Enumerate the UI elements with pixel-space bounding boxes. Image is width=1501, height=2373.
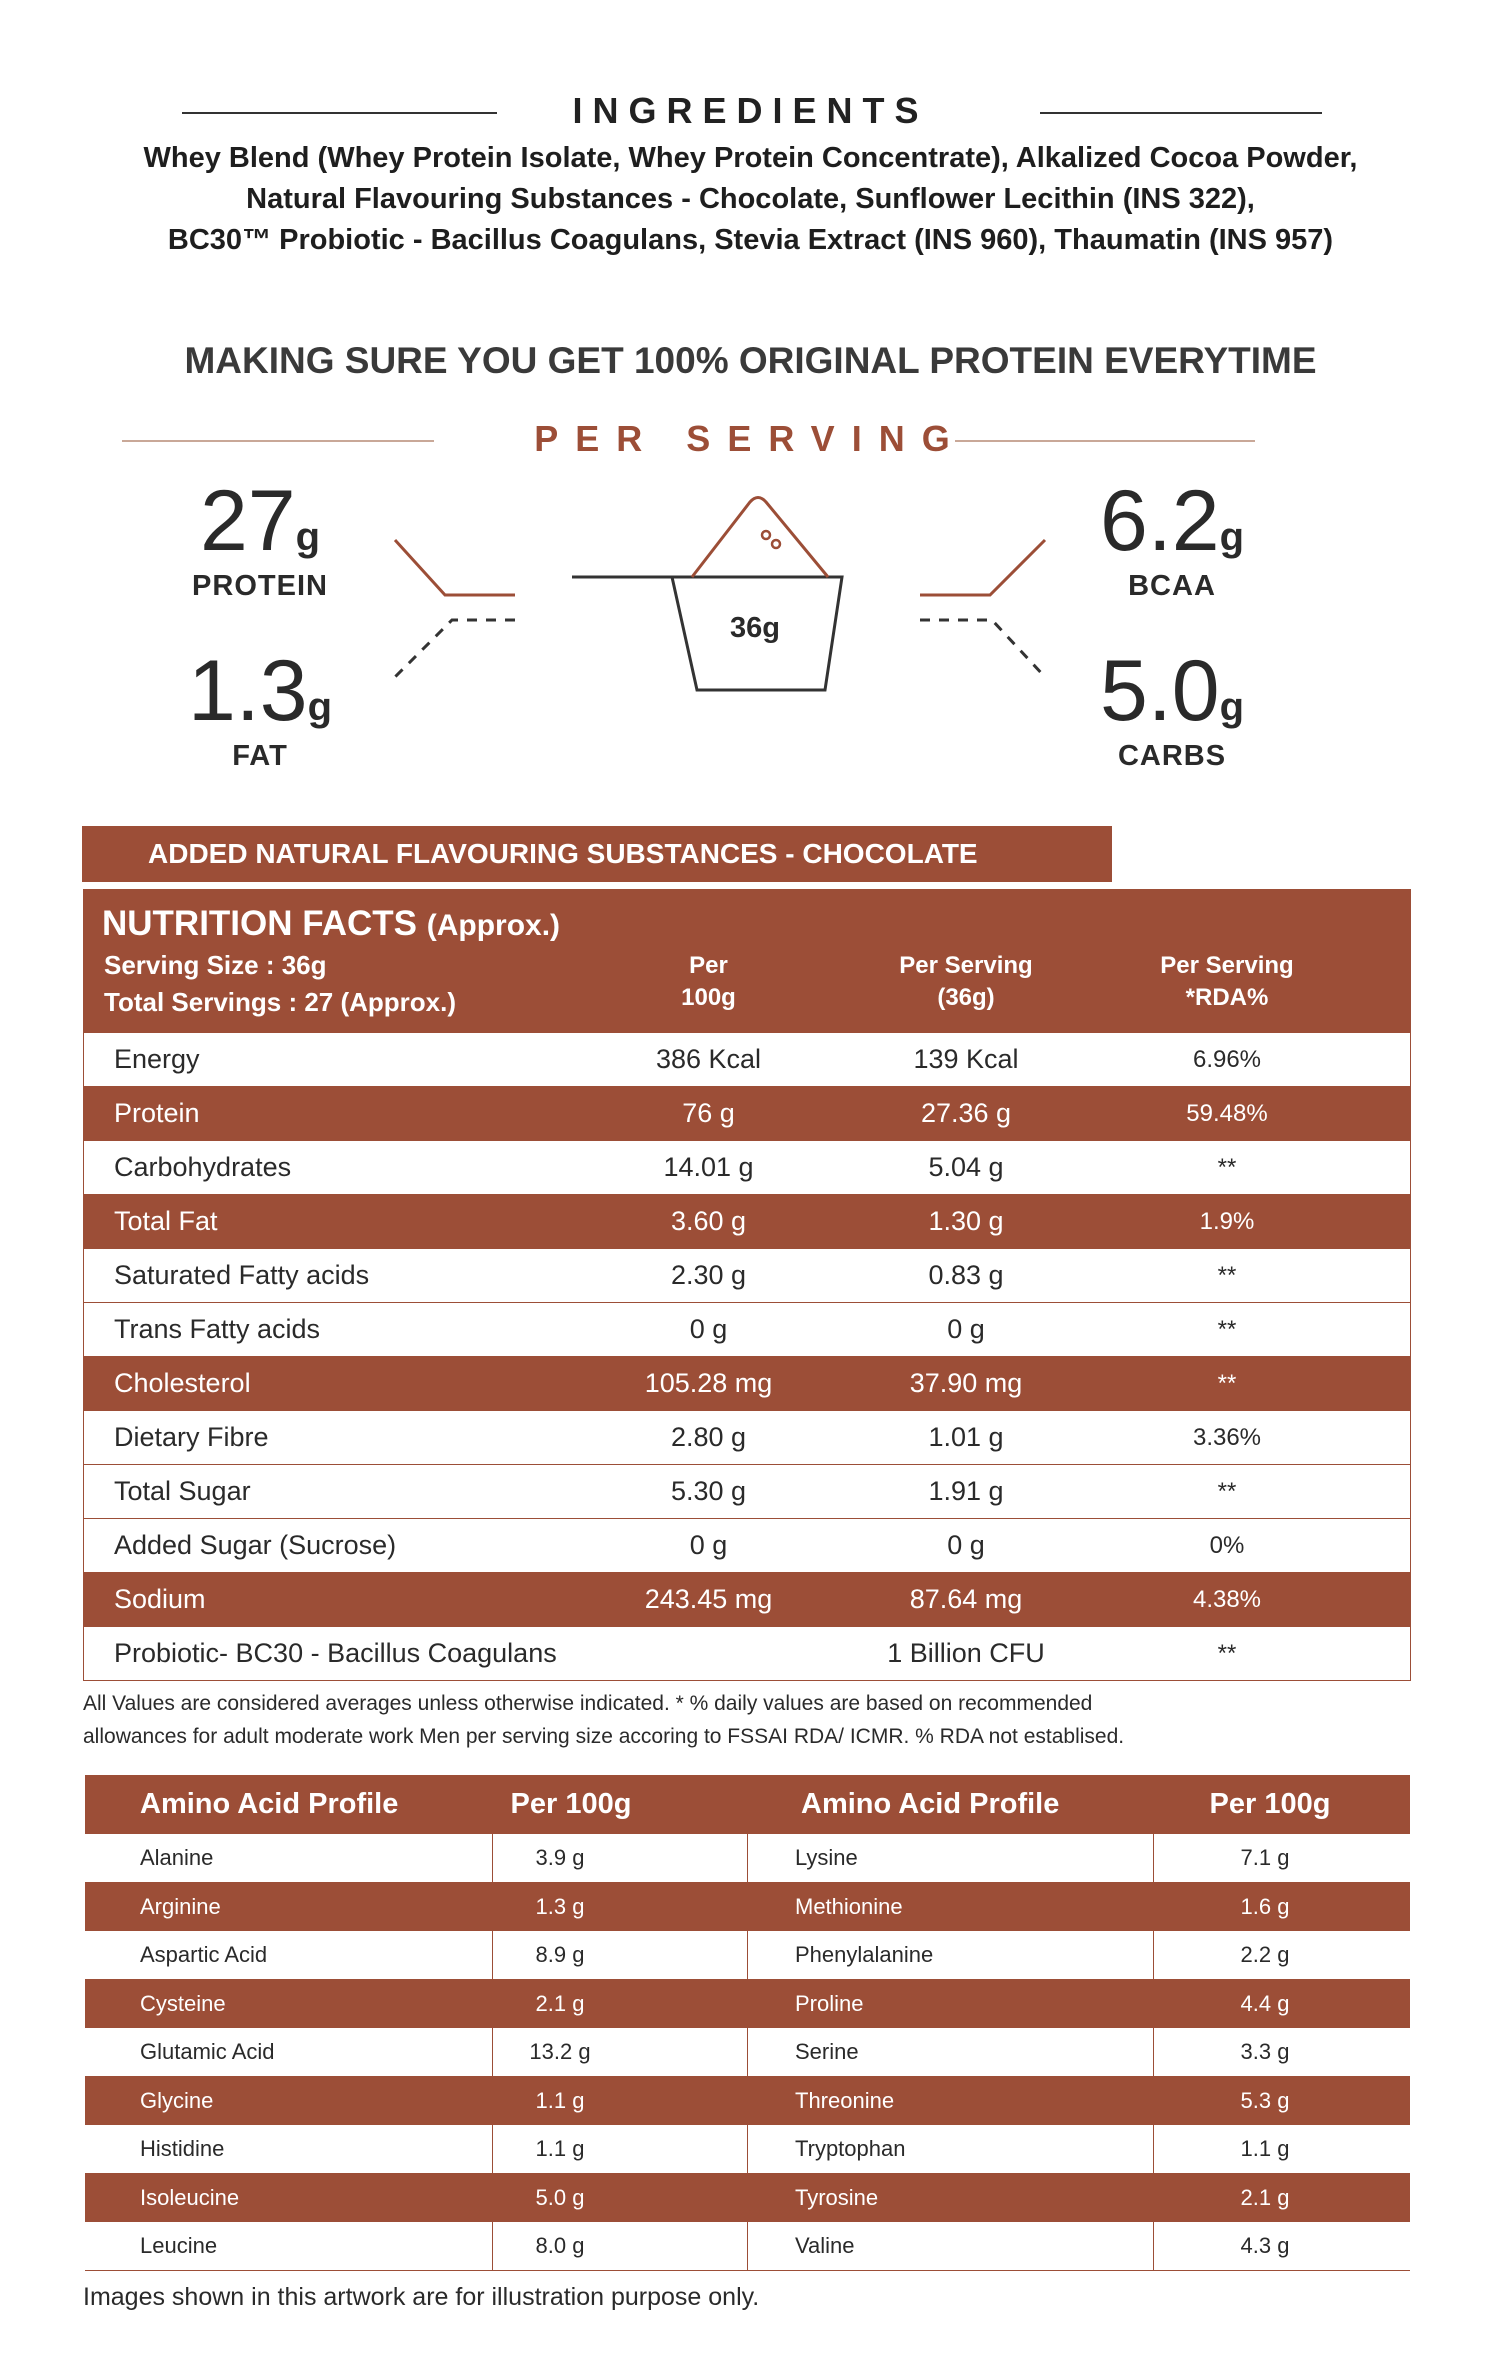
value-rda: ** bbox=[1217, 1154, 1237, 1181]
nutrition-row bbox=[84, 1464, 1410, 1518]
amino-acid-table bbox=[85, 1775, 1410, 2271]
amino-value-right: 1.6 g bbox=[1240, 1893, 1290, 1919]
nutrient-name: Energy bbox=[114, 1044, 200, 1074]
amino-header-val-2: Per 100g bbox=[1209, 1788, 1331, 1820]
ingredients-line-1: Whey Blend (Whey Protein Isolate, Whey Protein Concentrate), Alkalized Cocoa Powder, bbox=[143, 142, 1358, 174]
amino-name-right: Tryptophan bbox=[795, 2136, 906, 2161]
per-serving-title: PER SERVING bbox=[534, 418, 967, 459]
amino-header-name-1: Amino Acid Profile bbox=[140, 1788, 399, 1820]
bcaa-unit: g bbox=[1219, 515, 1244, 559]
value-per-100g: 14.01 g bbox=[663, 1152, 754, 1182]
powder-dot-2 bbox=[772, 540, 780, 548]
fat-label: FAT bbox=[232, 740, 288, 772]
protein-stat bbox=[140, 473, 380, 603]
col2-line2: (36g) bbox=[937, 984, 995, 1011]
amino-value-left: 8.0 g bbox=[535, 2233, 585, 2258]
probiotic-rda: ** bbox=[1217, 1640, 1237, 1667]
amino-name-left: Glycine bbox=[140, 2087, 214, 2113]
tagline: MAKING SURE YOU GET 100% ORIGINAL PROTEIN EVERYTIME bbox=[184, 340, 1317, 381]
value-rda: ** bbox=[1217, 1478, 1237, 1505]
footnote-line-2: allowances for adult moderate work Men per serving size accoring to FSSAI RDA/ ICMR. % RDA not establised. bbox=[83, 1725, 1125, 1748]
protein-unit: g bbox=[295, 515, 321, 559]
nutrient-name: Total Fat bbox=[114, 1206, 218, 1236]
flavour-banner bbox=[82, 826, 1112, 882]
carbs-label: CARBS bbox=[1117, 740, 1227, 772]
value-rda: 59.48% bbox=[1186, 1100, 1268, 1127]
protein-value: 27 bbox=[199, 473, 296, 569]
amino-value-left: 13.2 g bbox=[529, 2039, 591, 2064]
value-per-serving: 1.30 g bbox=[928, 1206, 1004, 1236]
footer-disclaimer: Images shown in this artwork are for illustration purpose only. bbox=[83, 2283, 760, 2311]
value-per-serving: 0 g bbox=[947, 1530, 985, 1560]
nutrition-row bbox=[84, 1194, 1410, 1248]
amino-header bbox=[85, 1775, 1410, 1833]
value-per-100g: 105.28 mg bbox=[644, 1368, 773, 1398]
nutrition-row bbox=[84, 1356, 1410, 1410]
amino-value-right: 1.1 g bbox=[1240, 2136, 1290, 2161]
col1-line2: 100g bbox=[681, 984, 736, 1011]
fat-unit: g bbox=[307, 685, 332, 729]
amino-value-right: 2.1 g bbox=[1240, 2184, 1290, 2210]
amino-value-left: 1.1 g bbox=[535, 2136, 585, 2161]
col-per-100g-header bbox=[606, 950, 811, 1014]
nutrition-row bbox=[84, 1410, 1410, 1464]
value-per-serving: 1.01 g bbox=[928, 1422, 1004, 1452]
col1-line1: Per bbox=[689, 952, 728, 979]
bcaa-value: 6.2 bbox=[1100, 473, 1220, 569]
amino-value-right: 3.3 g bbox=[1240, 2039, 1290, 2064]
nutrition-title bbox=[102, 904, 560, 944]
amino-name-left: Histidine bbox=[140, 2136, 225, 2161]
amino-value-right: 2.2 g bbox=[1240, 1942, 1290, 1967]
amino-value-left: 5.0 g bbox=[535, 2184, 585, 2210]
amino-name-right: Valine bbox=[795, 2233, 855, 2258]
col-rda-header bbox=[1122, 950, 1332, 1014]
nutrition-body bbox=[84, 1032, 1410, 1626]
amino-value-right: 5.3 g bbox=[1240, 2087, 1290, 2113]
value-per-100g: 2.80 g bbox=[670, 1422, 747, 1452]
amino-name-right: Serine bbox=[795, 2039, 859, 2064]
amino-name-right: Methionine bbox=[795, 1893, 903, 1919]
amino-name-right: Tyrosine bbox=[795, 2184, 879, 2210]
connector-bcaa bbox=[920, 540, 1045, 595]
nutrition-row bbox=[84, 1032, 1410, 1086]
amino-name-right: Phenylalanine bbox=[795, 1942, 934, 1967]
value-per-100g: 0 g bbox=[689, 1530, 728, 1560]
value-rda: 4.38% bbox=[1192, 1586, 1262, 1613]
amino-name-left: Aspartic Acid bbox=[140, 1942, 268, 1967]
amino-name-right: Lysine bbox=[795, 1845, 858, 1870]
value-per-100g: 0 g bbox=[689, 1314, 728, 1344]
flavour-banner-text: ADDED NATURAL FLAVOURING SUBSTANCES - CHOCOLATE bbox=[148, 838, 978, 869]
value-rda: 1.9% bbox=[1199, 1208, 1255, 1235]
amino-divider-3 bbox=[1153, 1833, 1154, 2270]
amino-value-left: 2.1 g bbox=[535, 1990, 585, 2016]
powder-dot-1 bbox=[762, 531, 770, 539]
nutrient-name: Protein bbox=[114, 1098, 200, 1128]
connector-fat bbox=[395, 620, 515, 677]
value-rda: 6.96% bbox=[1192, 1046, 1262, 1073]
connector-carbs bbox=[920, 620, 1045, 677]
nutrient-name: Added Sugar (Sucrose) bbox=[114, 1530, 397, 1560]
ingredients-title: INGREDIENTS bbox=[572, 90, 929, 131]
value-per-100g: 243.45 mg bbox=[644, 1584, 773, 1614]
ingredients-line-3: BC30™ Probiotic - Bacillus Coagulans, Stevia Extract (INS 960), Thaumatin (INS 957) bbox=[167, 224, 1334, 256]
value-rda: 3.36% bbox=[1192, 1424, 1262, 1451]
nutrition-header bbox=[84, 890, 1410, 1032]
carbs-stat bbox=[1052, 643, 1292, 773]
total-servings: Total Servings : 27 (Approx.) bbox=[104, 987, 457, 1017]
nutrition-row bbox=[84, 1140, 1410, 1194]
amino-value-left: 8.9 g bbox=[535, 1942, 585, 1967]
fat-value: 1.3 bbox=[188, 643, 308, 739]
powder-mound-icon bbox=[692, 498, 828, 578]
amino-header-name-2: Amino Acid Profile bbox=[801, 1788, 1060, 1820]
value-rda: 0% bbox=[1209, 1532, 1245, 1559]
col3-line2: *RDA% bbox=[1185, 984, 1269, 1011]
value-per-serving: 5.04 g bbox=[928, 1152, 1004, 1182]
amino-name-left: Alanine bbox=[140, 1845, 214, 1870]
amino-value-right: 4.4 g bbox=[1240, 1990, 1290, 2016]
col-per-serving-header bbox=[861, 950, 1071, 1014]
col3-line1: Per Serving bbox=[1160, 952, 1294, 979]
amino-name-left: Cysteine bbox=[140, 1990, 226, 2016]
amino-name-left: Arginine bbox=[140, 1893, 221, 1919]
ingredients-text bbox=[40, 138, 1461, 261]
scoop-size-label: 36g bbox=[730, 612, 780, 644]
amino-header-val-1: Per 100g bbox=[510, 1788, 632, 1820]
nutrition-facts-table bbox=[83, 889, 1411, 1681]
amino-divider-2 bbox=[747, 1833, 748, 2270]
scoop-illustration bbox=[380, 480, 1080, 730]
value-per-serving: 27.36 g bbox=[920, 1098, 1012, 1128]
value-per-100g: 5.30 g bbox=[670, 1476, 747, 1506]
value-per-100g: 386 Kcal bbox=[655, 1044, 762, 1074]
value-rda: ** bbox=[1217, 1262, 1237, 1289]
amino-value-right: 4.3 g bbox=[1240, 2233, 1290, 2258]
probiotic-row bbox=[84, 1626, 1410, 1680]
nutrient-name: Total Sugar bbox=[114, 1476, 251, 1506]
nutrition-row bbox=[84, 1572, 1410, 1626]
nutrition-row bbox=[84, 1302, 1410, 1356]
footnote-line-1: All Values are considered averages unless otherwise indicated. * % daily values are based on recommended bbox=[83, 1692, 1093, 1715]
value-per-serving: 37.90 mg bbox=[909, 1368, 1023, 1398]
value-per-100g: 76 g bbox=[682, 1098, 735, 1128]
nutrient-name: Cholesterol bbox=[114, 1368, 251, 1398]
probiotic-serving: 1 Billion CFU bbox=[887, 1638, 1045, 1668]
value-per-serving: 0.83 g bbox=[928, 1260, 1004, 1290]
value-per-serving: 139 Kcal bbox=[913, 1044, 1019, 1074]
nutrient-name: Sodium bbox=[114, 1584, 206, 1614]
fat-stat bbox=[140, 643, 380, 773]
amino-name-left: Glutamic Acid bbox=[140, 2039, 275, 2064]
protein-label: PROTEIN bbox=[192, 570, 328, 602]
amino-name-right: Proline bbox=[795, 1990, 864, 2016]
nutrition-row bbox=[84, 1086, 1410, 1140]
bcaa-stat bbox=[1052, 473, 1292, 603]
amino-name-left: Leucine bbox=[140, 2233, 218, 2258]
nutrition-title-suffix: (Approx.) bbox=[426, 909, 561, 942]
nutrition-row bbox=[84, 1518, 1410, 1572]
value-per-100g: 2.30 g bbox=[670, 1260, 747, 1290]
nutrition-row bbox=[84, 1248, 1410, 1302]
nutrient-name: Carbohydrates bbox=[114, 1152, 292, 1182]
nutrition-footnote bbox=[83, 1687, 1403, 1753]
amino-name-left: Isoleucine bbox=[140, 2184, 240, 2210]
ingredients-line-2: Natural Flavouring Substances - Chocolate, Sunflower Lecithin (INS 322), bbox=[246, 183, 1255, 215]
carbs-unit: g bbox=[1219, 685, 1244, 729]
bcaa-label: BCAA bbox=[1128, 570, 1216, 602]
nutrient-name: Trans Fatty acids bbox=[114, 1314, 321, 1344]
nutrient-name: Dietary Fibre bbox=[114, 1422, 269, 1452]
amino-divider-1 bbox=[492, 1833, 493, 2270]
amino-value-left: 1.3 g bbox=[535, 1893, 585, 1919]
amino-value-right: 7.1 g bbox=[1240, 1845, 1290, 1870]
nutrition-title-text: NUTRITION FACTS bbox=[102, 904, 417, 943]
carbs-value: 5.0 bbox=[1100, 643, 1220, 739]
connector-protein bbox=[395, 540, 515, 595]
value-rda: ** bbox=[1217, 1316, 1237, 1343]
value-per-100g: 3.60 g bbox=[670, 1206, 747, 1236]
amino-value-left: 3.9 g bbox=[535, 1845, 585, 1870]
amino-value-left: 1.1 g bbox=[535, 2087, 585, 2113]
value-per-serving: 1.91 g bbox=[928, 1476, 1004, 1506]
value-per-serving: 0 g bbox=[947, 1314, 985, 1344]
amino-name-right: Threonine bbox=[795, 2087, 895, 2113]
col2-line1: Per Serving bbox=[899, 952, 1033, 979]
amino-body bbox=[85, 1833, 1410, 2270]
nutrient-name: Saturated Fatty acids bbox=[114, 1260, 370, 1290]
probiotic-name: Probiotic- BC30 - Bacillus Coagulans bbox=[114, 1638, 557, 1668]
value-per-serving: 87.64 mg bbox=[909, 1584, 1023, 1614]
value-rda: ** bbox=[1217, 1370, 1237, 1397]
serving-size: Serving Size : 36g bbox=[104, 950, 327, 980]
